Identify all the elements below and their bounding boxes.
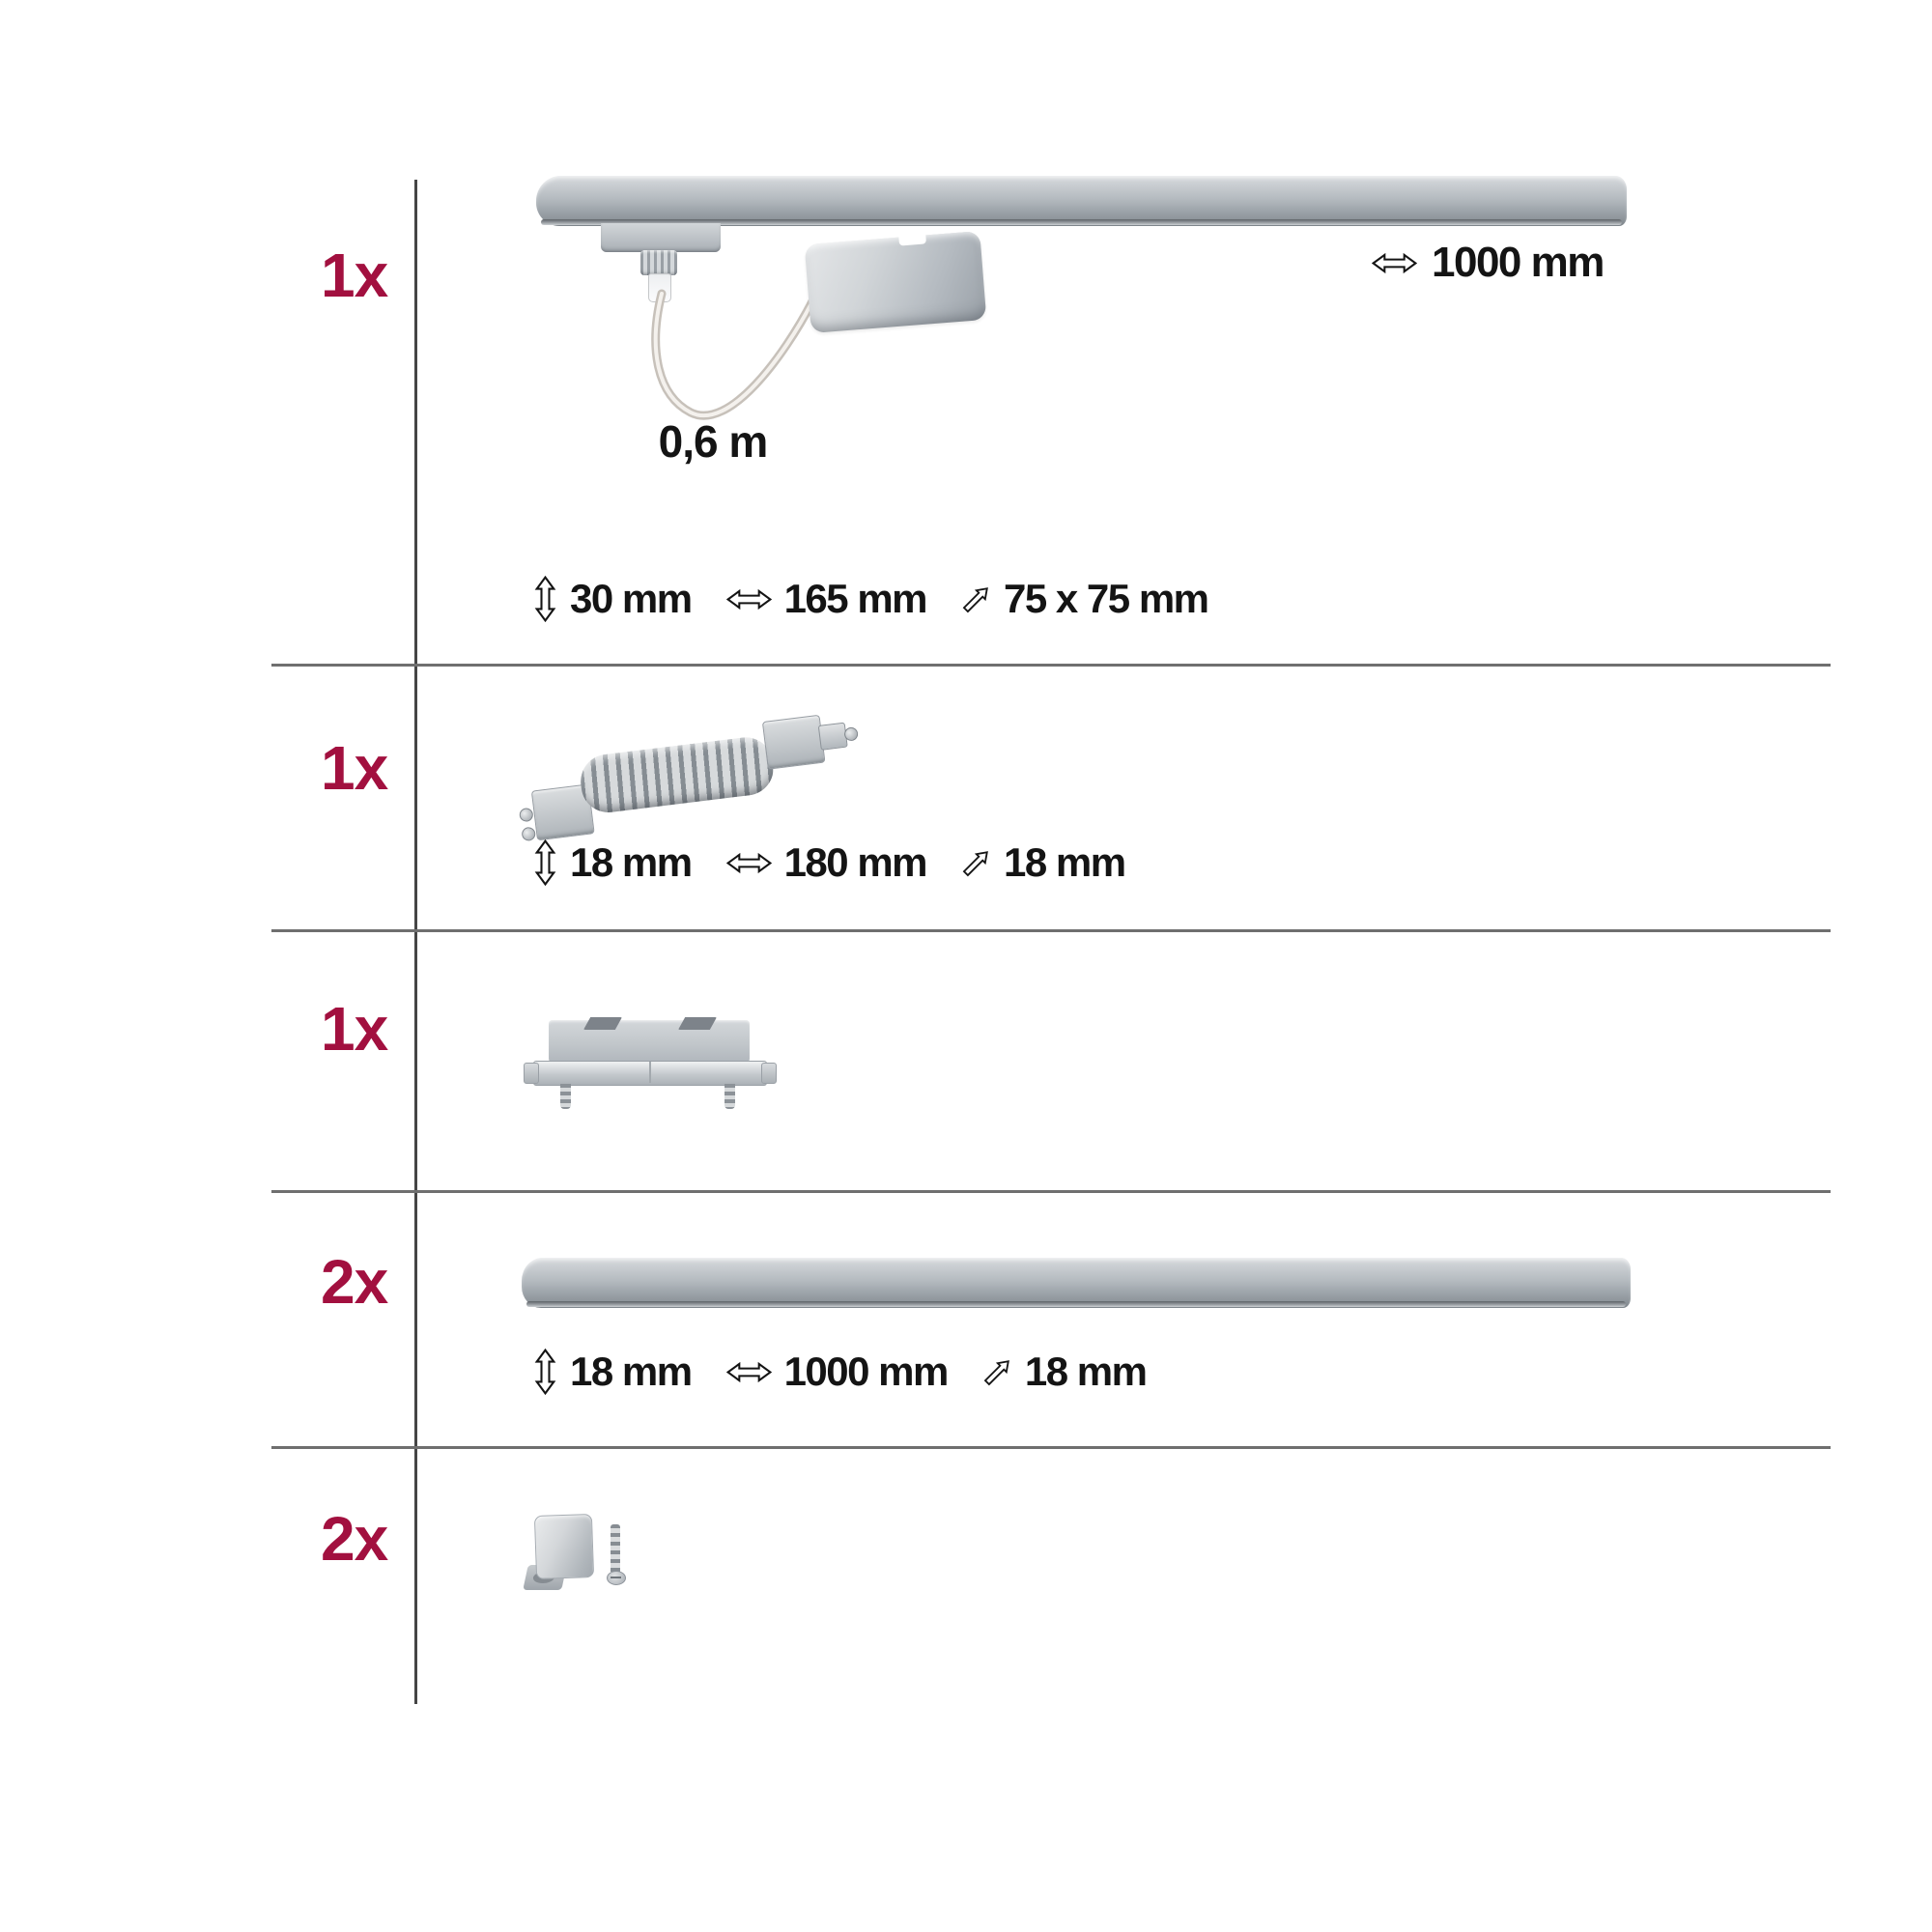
dimensions-row-2 <box>533 836 1125 890</box>
connector-metal-strip <box>533 1061 767 1086</box>
feed-cable-image <box>638 286 831 431</box>
connector-screw <box>519 808 534 823</box>
track-rail-slot <box>526 1301 1626 1307</box>
connector-screw <box>724 1084 735 1109</box>
connector-bracket <box>524 1063 539 1084</box>
dimension-depth: 75 x 75 mm <box>1004 576 1208 621</box>
dimension-width: 165 mm <box>783 576 927 621</box>
rail-width-label <box>1372 240 1604 286</box>
feed-adapter-knob <box>640 250 677 275</box>
end-cap-face <box>534 1514 594 1579</box>
row-divider-1 <box>271 664 1831 667</box>
dimensions-row-1 <box>533 572 1208 626</box>
power-feed-box-image <box>805 231 987 333</box>
quantity-row-4: 2x <box>321 1247 388 1317</box>
width-arrow-icon <box>1372 251 1417 275</box>
straight-connector-image <box>533 1016 765 1109</box>
connector-clip <box>678 1017 717 1030</box>
height-arrow-icon <box>533 576 557 622</box>
connector-clip <box>583 1017 622 1030</box>
dimension-depth: 18 mm <box>1004 839 1125 885</box>
row-divider-2 <box>271 929 1831 932</box>
rail-width-value: 1000 mm <box>1432 239 1604 286</box>
height-arrow-icon <box>533 1349 557 1395</box>
connector-seam <box>649 1062 651 1083</box>
height-arrow-icon <box>533 839 557 886</box>
width-arrow-icon <box>726 587 772 611</box>
dimension-height: 30 mm <box>570 576 692 621</box>
width-arrow-icon <box>726 1360 772 1384</box>
quantity-row-1: 1x <box>321 241 388 310</box>
row-divider-3 <box>271 1190 1831 1193</box>
quantity-row-3: 1x <box>321 994 388 1064</box>
dimensions-row-4 <box>533 1345 1146 1399</box>
screw-slot <box>611 1577 621 1578</box>
quantity-row-2: 1x <box>321 733 388 803</box>
power-feed-box-notch <box>898 231 926 245</box>
track-rail-image <box>536 176 1627 226</box>
connector-contact-tab <box>818 723 848 751</box>
diagonal-arrow-icon <box>961 584 991 614</box>
cable-length-label: 0,6 m <box>658 416 768 467</box>
row-divider-4 <box>271 1446 1831 1449</box>
connector-bracket <box>761 1063 777 1084</box>
flex-connector-image <box>524 713 834 855</box>
quantity-column-divider <box>414 180 417 1704</box>
dimension-width: 1000 mm <box>783 1349 948 1394</box>
screw-image <box>611 1524 620 1575</box>
diagonal-arrow-icon <box>982 1357 1012 1387</box>
connector-screw <box>843 726 859 742</box>
diagonal-arrow-icon <box>961 848 991 878</box>
connector-screw <box>560 1084 571 1109</box>
quantity-row-5: 2x <box>321 1504 388 1574</box>
dimension-height: 18 mm <box>570 1349 692 1394</box>
dimension-height: 18 mm <box>570 839 692 885</box>
feed-adapter-image <box>601 223 721 252</box>
end-cap-image <box>526 1509 651 1605</box>
flex-connector-right-end <box>762 715 826 770</box>
flex-connector-corrugated-tube <box>578 734 777 815</box>
dimension-width: 180 mm <box>783 839 927 885</box>
screw-head <box>607 1571 626 1585</box>
track-rail-image <box>522 1258 1631 1308</box>
dimension-depth: 18 mm <box>1024 1349 1147 1394</box>
width-arrow-icon <box>726 851 772 875</box>
connector-body <box>549 1020 750 1063</box>
